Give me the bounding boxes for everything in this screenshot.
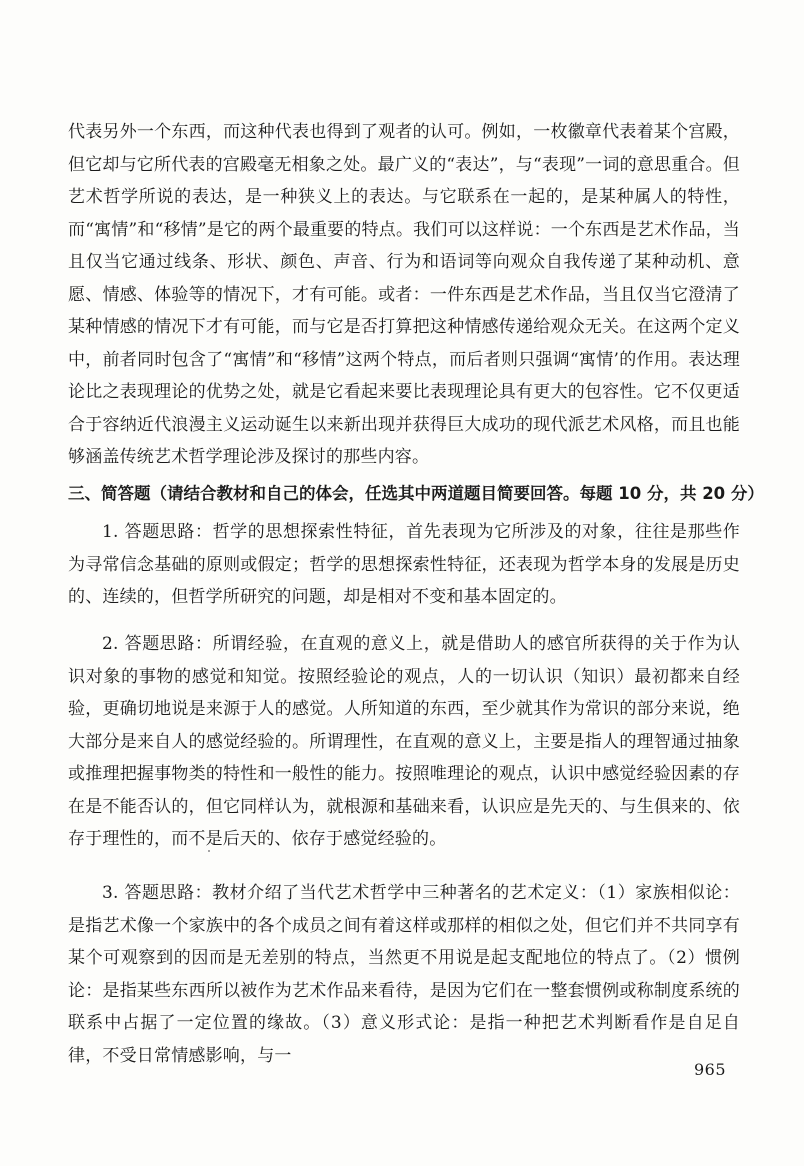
- section-heading-short-answer: 三、简答题（请结合教材和自己的体会，任选其中两道题目简要回答。每题 10 分，共 20 分）: [68, 484, 764, 503]
- answer-paragraph-2: 2. 答题思路：所谓经验，在直观的意义上，就是借助人的感官所获得的关于作为认识对象的事物的感觉和知觉。按照经验论的观点，人的一切认识（知识）最初都来自经验，更确切地说是来源于人的感觉。人所知道的东西，至少就其作为常识的部分来说，绝大部分是来自人的感觉经验的。所谓理性，在直观的意义上，主要是指人的理智通过抽象或推理把握事物类的特性和一般性的能力。按照唯理论的观点，认识中感觉经验因素的存在是不能否认的，但它同样认为，就根源和基础来看，认识应是先天的、与生俱来的、依存于理性的，而不是后天的、依存于感觉经验的。: [68, 634, 740, 849]
- body-paragraph-expression-theory: 代表另外一个东西，而这种代表也得到了观者的认可。例如，一枚徽章代表着某个宫殿，但它却与它所代表的宫殿毫无相象之处。最广义的“表达”，与“表现”一词的意思重合。但艺术哲学所说的表达，是一种狭义上的表达。与它联系在一起的，是某种属人的特性，而“寓情”和“移情”是它的两个最重要的特点。我们可以这样说：一个东西是艺术作品，当且仅当它通过线条、形状、颜色、声音、行为和语词等向观众自我传递了某种动机、意愿、情感、体验等的情况下，才有可能。或者：一件东西是艺术作品，当且仅当它澄清了某种情感的情况下才有可能，而与它是否打算把这种情感传递给观众无关。在这两个定义中，前者同时包含了“寓情”和“移情”这两个特点，而后者则只强调“寓情’的作用。表达理论比之表现理论的优势之处，就是它看起来要比表现理论具有更大的包容性。它不仅更适合于容纳近代浪漫主义运动诞生以来新出现并获得巨大成功的现代派艺术风格，而且也能够涵盖传统艺术哲学理论涉及探讨的那些内容。: [68, 122, 740, 467]
- page-number: 965: [694, 1060, 727, 1079]
- scan-speck: [208, 850, 210, 852]
- answer-paragraph-1: 1. 答题思路：哲学的思想探索性特征，首先表现为它所涉及的对象，往往是那些作为寻常信念基础的原则或假定；哲学的思想探索性特征，还表现为哲学本身的发展是历史的、连续的，但哲学所研究的问题，却是相对不变和基本固定的。: [68, 522, 740, 607]
- answer-paragraph-3: 3. 答题思路：教材介绍了当代艺术哲学中三种著名的艺术定义：（1）家族相似论：是指艺术像一个家族中的各个成员之间有着这样或那样的相似之处，但它们并不共同享有某个可观察到的因而是无差别的特点，当然更不用说是起支配地位的特点了。（2）惯例论：是指某些东西所以被作为艺术作品来看待，是因为它们在一整套惯例或称制度系统的联系中占据了一定位置的缘故。（3）意义形式论：是指一种把艺术判断看作是自足自律，不受日常情感影响，与一: [68, 883, 740, 1066]
